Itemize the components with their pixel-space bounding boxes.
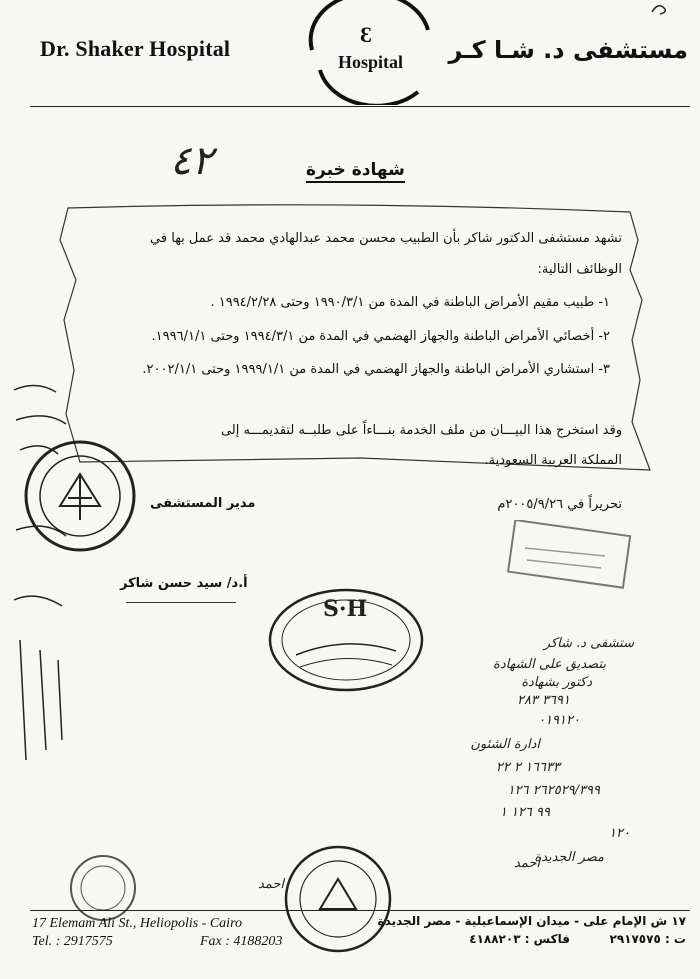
handwritten-note: ستشفى د. شاكر [543,636,634,651]
certificate-title: شهادة خبرة [306,160,405,183]
director-title: مدير المستشفى [150,496,256,511]
signature-line [126,602,236,603]
job-item-1: ١- طبيب مقيم الأمراض الباطنة في المدة من ١٩٩٠/٣/١ وحتى ١٩٩٤/٢/٢٨ . [210,295,610,310]
logo-text: Hospital [338,52,404,72]
handwritten-note: ١٦٦٣٣ ٢ ٢٢ [495,760,560,775]
handwritten-note: احمد [514,856,540,871]
footer-address-ar: ١٧ ش الإمام على - ميدان الإسماعيلية - مصر الجديدة [377,914,686,928]
job-item-2: ٢- أخصائي الأمراض الباطنة والجهاز الهضمي في المدة من ١٩٩٤/٣/١ وحتى ١٩٩٦/١/١. [151,329,610,344]
margin-handwriting-icon [6,380,76,780]
closing-line-1: وقد استخرج هذا البيـــان من ملف الخدمة بنـــاءاً على طلبــه لتقديمـــه إلى [220,423,622,438]
handwritten-note: احمد [258,877,284,892]
corner-scribble-icon [650,2,670,16]
footer-divider [30,910,690,911]
handwritten-note: مصر الجديدة [534,850,604,865]
handwritten-note: ادارة الشئون [470,737,540,752]
footer-tel-ar: ت : ٢٩١٧٥٧٥ [609,932,686,946]
director-name: أ.د/ سيد حسن شاكر [120,576,248,591]
issue-date: تحريراً في ٢٠٠٥/٩/٢٦م [497,497,622,512]
closing-line-2: المملكة العربية السعودية. [484,453,622,468]
stamp-text: S·H [323,596,368,622]
hospital-name-ar: مستشفى د. شـا كـر [448,36,688,64]
certificate-line-2: الوظائف التالية: [537,262,622,277]
small-seal-icon [68,853,138,923]
eagle-seal-bottom-icon [282,843,394,955]
footer-fax-en: Fax : 4188203 [200,934,283,949]
handwritten-note: ٣٦٩١ ٢٨٣ [516,693,570,708]
handwritten-number: ٤٢ [170,138,213,184]
footer-address-en: 17 Elemam Ali St., Heliopolis - Cairo [32,916,242,931]
handwritten-note: دكتور بشهادة [521,675,592,690]
job-item-3: ٣- استشاري الأمراض الباطنة والجهاز الهضمي في المدة من ١٩٩٩/١/١ وحتى ٢٠٠٢/١/١. [142,362,610,377]
handwritten-note: ٠١٩١٢٠ [538,713,580,728]
handwritten-note: بتصديق على الشهادة [493,657,606,672]
logo-mark: Ɛ [360,22,372,47]
header-divider [30,106,690,107]
footer-fax-ar: فاكس : ٤١٨٨٢٠٣ [469,932,570,946]
certificate-line-1: تشهد مستشفى الدكتور شاكر بأن الطبيب محسن محمد عبدالهادي محمد قد عمل بها في [150,231,622,246]
rectangular-stamp-icon [505,520,635,590]
footer-tel-en: Tel. : 2917575 [32,934,113,949]
handwritten-note: ٢٦٢٥٢٩/٣٩٩ ١٢٦ [507,783,600,798]
handwritten-note: ١٢٠ [609,826,630,841]
hospital-name-en: Dr. Shaker Hospital [40,36,231,61]
handwritten-note: ٩٩ ١٢٦ ١ [499,805,550,820]
